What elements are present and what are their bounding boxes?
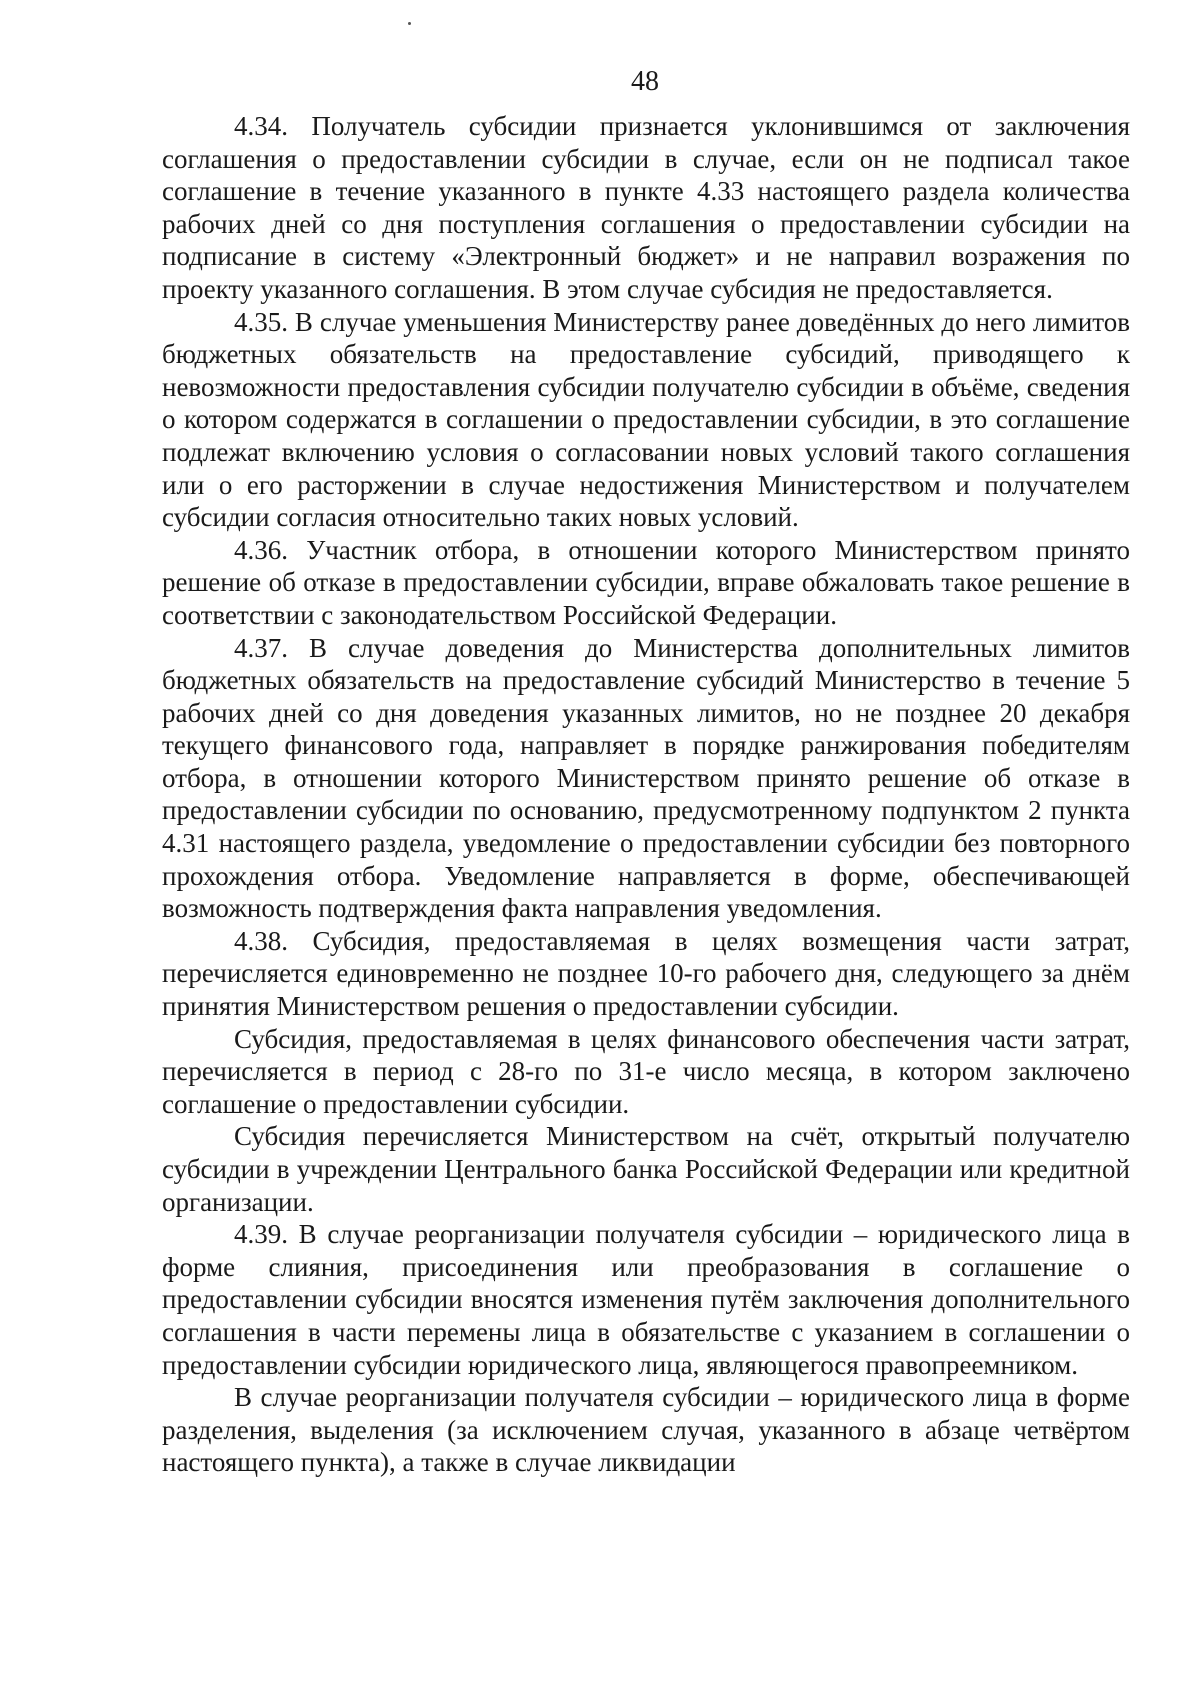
page-number: 48 (631, 66, 659, 97)
paragraph-4-38: 4.38. Субсидия, предоставляемая в целях возмещения части затрат, перечисляется единовременно не позднее 10-го рабочего дня, следующего за днём принятия Министерством решения о предоставлении субсидии. (162, 925, 1130, 1022)
paragraph-4-38-financing: Субсидия, предоставляемая в целях финансового обеспечения части затрат, перечисляется в период с 28-го по 31-е число месяца, в котором заключено соглашение о предоставлении субсидии. (162, 1023, 1130, 1119)
paragraph-4-34: 4.34. Получатель субсидии признается уклонившимся от заключения соглашения о предоставлении субсидии в случае, если он не подписал такое соглашение в течение указанного в пункте 4.33 настоящего раздела количества рабочих дней со дня поступления соглашения о предоставлении субсидии на подписание в систему «Электронный бюджет» и не направил возражения по проекту указанного соглашения. В этом случае субсидия не предоставляется. (162, 111, 1130, 304)
paragraph-4-36: 4.36. Участник отбора, в отношении которого Министерством принято решение об отказе в предоставлении субсидии, вправе обжаловать такое решение в соответствии с законодательством Российской Федерации. (162, 534, 1130, 630)
scan-artifact-dot (408, 22, 411, 25)
paragraph-4-37: 4.37. В случае доведения до Министерства дополнительных лимитов бюджетных обязательств на предоставление субсидий Министерство в течение 5 рабочих дней со дня доведения указанных лимитов, но не позднее 20 декабря текущего финансового года, направляет в порядке ранжирования победителям отбора, в отношении которого Министерством принято решение об отказе в предоставлении субсидии по основанию, предусмотренному подпунктом 2 пункта 4.31 настоящего раздела, уведомление о предоставлении субсидии без повторного прохождения отбора. Уведомление направляется в форме, обеспечивающей возможность подтверждения факта направления уведомления. (162, 632, 1130, 924)
paragraph-4-38-account: Субсидия перечисляется Министерством на счёт, открытый получателю субсидии в учреждении Центрального банка Российской Федерации или кредитной организации. (162, 1121, 1130, 1217)
paragraph-4-39: 4.39. В случае реорганизации получателя субсидии – юридического лица в форме слияния, присоединения или преобразования в соглашение о предоставлении субсидии вносятся изменения путём заключения дополнительного соглашения в части перемены лица в обязательстве с указанием в соглашении о предоставлении субсидии юридического лица, являющегося правопреемником. (162, 1219, 1130, 1380)
paragraph-4-39-reorganization: В случае реорганизации получателя субсидии – юридического лица в форме разделения, выделения (за исключением случая, указанного в абзаце четвёртом настоящего пункта), а также в случае ликвидации (162, 1382, 1130, 1478)
paragraph-4-35: 4.35. В случае уменьшения Министерству ранее доведённых до него лимитов бюджетных обязательств на предоставление субсидий, приводящего к невозможности предоставления субсидии получателю субсидии в объёме, сведения о котором содержатся в соглашении о предоставлении субсидии, в это соглашение подлежат включению условия о согласовании новых условий такого соглашения или о его расторжении в случае недостижения Министерством и получателем субсидии согласия относительно таких новых условий. (162, 306, 1130, 533)
document-body (162, 110, 1130, 1479)
